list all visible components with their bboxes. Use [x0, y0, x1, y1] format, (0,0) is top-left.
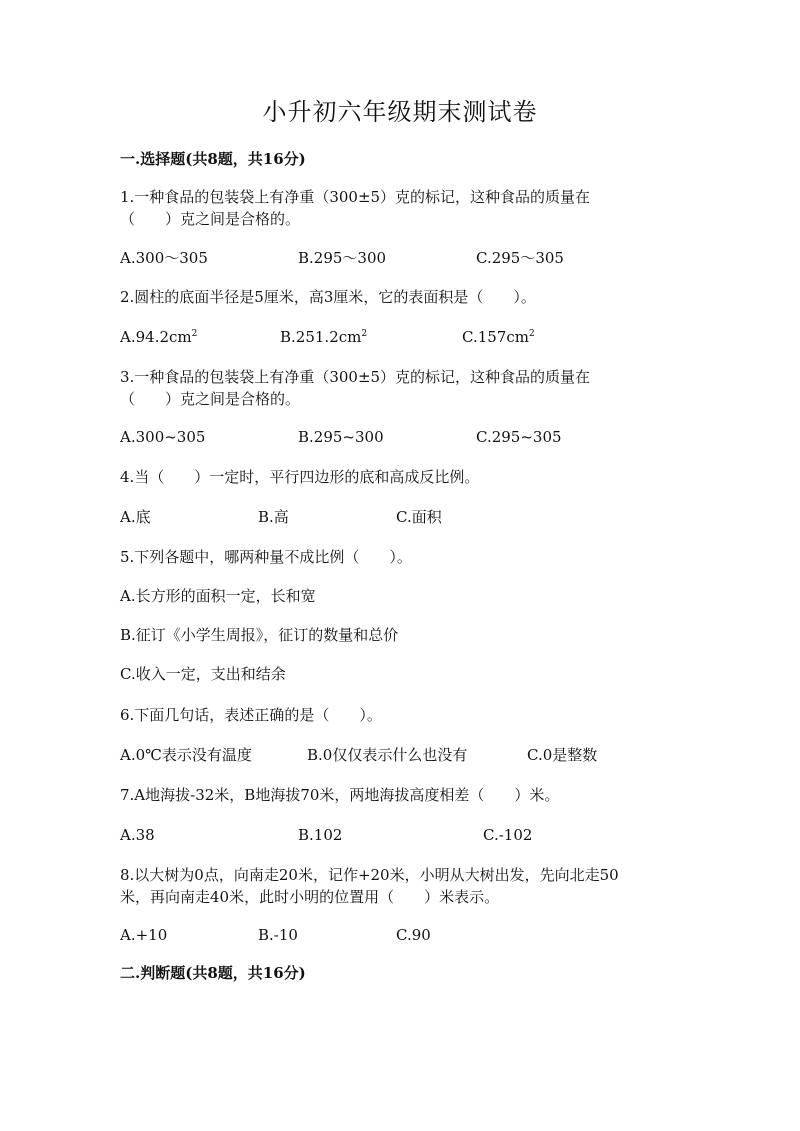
question-3-line-1: 3.一种食品的包装袋上有净重（300±5）克的标记，这种食品的质量在 [120, 368, 591, 386]
question-3-option-b: B.295~300 [298, 428, 384, 446]
question-5-line-1: 5.下列各题中，哪两种量不成比例（ ）。 [120, 548, 412, 566]
question-7-option-a: A.38 [120, 826, 155, 844]
question-4-option-a: A.底 [120, 508, 151, 526]
page-title: 小升初六年级期末测试卷 [262, 98, 538, 126]
question-1-line-1: 1.一种食品的包装袋上有净重（300±5）克的标记，这种食品的质量在 [120, 188, 591, 206]
question-8-option-b: B.-10 [258, 926, 298, 944]
question-8-option-c: C.90 [396, 926, 431, 944]
question-3-option-a: A.300~305 [120, 428, 206, 446]
question-6-option-b: B.0仅仅表示什么也没有 [307, 746, 468, 764]
question-4-option-c: C.面积 [396, 508, 442, 526]
question-4-option-b: B.高 [258, 508, 289, 526]
question-3-option-c: C.295~305 [476, 428, 562, 446]
question-1-line-2: （ ）克之间是合格的。 [120, 210, 301, 228]
question-7-option-b: B.102 [298, 826, 343, 844]
question-3-line-2: （ ）克之间是合格的。 [120, 390, 301, 408]
section-heading-multiple-choice: 一.选择题(共8题，共16分) [120, 150, 306, 168]
section-heading-true-false: 二.判断题(共8题，共16分) [120, 964, 306, 982]
question-7-line-1: 7.A地海拔-32米，B地海拔70米，两地海拔高度相差（ ）米。 [120, 786, 560, 804]
question-5-option-b: B.征订《小学生周报》，征订的数量和总价 [120, 626, 399, 644]
question-2-line-1: 2.圆柱的底面半径是5厘米，高3厘米，它的表面积是（ ）。 [120, 288, 536, 306]
question-8-line-2: 米，再向南走40米，此时小明的位置用（ ）米表示。 [120, 888, 500, 906]
question-6-line-1: 6.下面几句话，表述正确的是（ ）。 [120, 706, 382, 724]
question-8-option-a: A.+10 [120, 926, 168, 944]
question-6-option-c: C.0是整数 [527, 746, 598, 764]
question-4-line-1: 4.当（ ）一定时，平行四边形的底和高成反比例。 [120, 468, 480, 486]
question-1-option-b: B.295～300 [298, 249, 387, 267]
question-2-option-c: $C.157cm^2$ [462, 328, 535, 346]
question-2-option-a: $A.94.2cm^2$ [120, 328, 198, 346]
question-2-option-b: $B.251.2cm^2$ [280, 328, 368, 346]
question-5-option-a: A.长方形的面积一定，长和宽 [120, 587, 316, 605]
question-5-option-c: C.收入一定，支出和结余 [120, 665, 286, 683]
question-1-option-a: A.300～305 [120, 249, 208, 267]
question-7-option-c: C.-102 [483, 826, 533, 844]
question-8-line-1: 8.以大树为0点，向南走20米，记作+20米，小明从大树出发，先向北走50 [120, 866, 619, 884]
question-6-option-a: A.0℃表示没有温度 [120, 746, 252, 764]
question-1-option-c: C.295～305 [476, 249, 564, 267]
